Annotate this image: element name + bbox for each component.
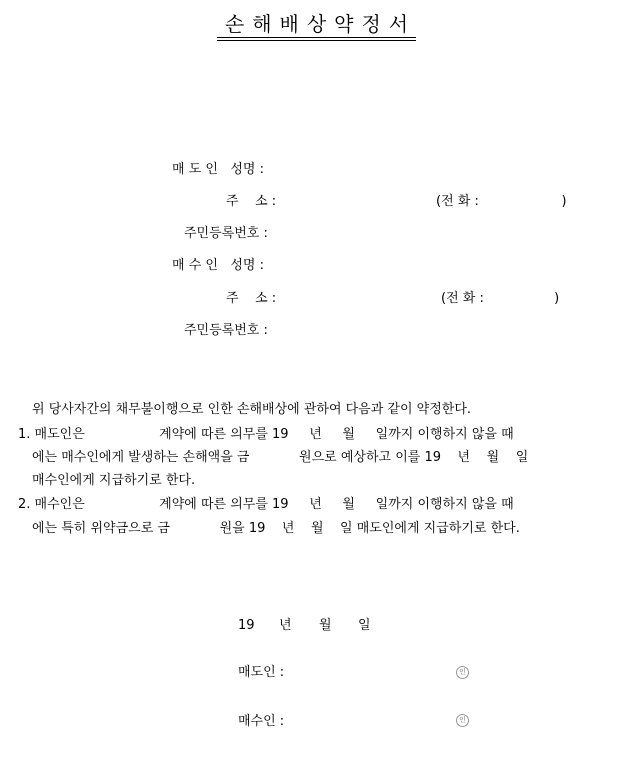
buyer-address-label: 주 소 : [226,291,277,306]
date-year: 19 [238,618,255,633]
seller-id-label: 주민등록번호 : [184,226,268,241]
document-title [0,14,633,41]
buyer-sign-label: 매수인 : [238,714,285,729]
date-year-unit: 년 [279,618,292,633]
clause-1-line-1: 1. 매도인은 계약에 따른 의무를 19 년 월 일까지 이행하지 않을 때 [18,427,514,442]
document-title-text: 손해배상약정서 [217,14,416,41]
date-month-unit: 월 [319,618,332,633]
seller-address-label: 주 소 : [226,194,277,209]
seller-seal-icon: 인 [456,666,469,679]
buyer-id-label: 주민등록번호 : [184,323,268,338]
buyer-seal-icon: 인 [456,714,469,727]
seller-phone: (전 화 : ) [436,194,567,209]
buyer-phone: (전 화 : ) [441,291,560,306]
clause-2-line-2: 에는 특히 위약금으로 금 원을 19 년 월 일 매도인에게 지급하기로 한다. [32,521,520,536]
date-day-unit: 일 [358,618,371,633]
intro-paragraph: 위 당사자간의 채무불이행으로 인한 손해배상에 관하여 다음과 같이 약정한다. [32,402,472,417]
seller-sign-label: 매도인 : [238,665,285,680]
seller-name-label: 매 도 인 성명 : [172,162,264,177]
clause-2-line-1: 2. 매수인은 계약에 따른 의무를 19 년 월 일까지 이행하지 않을 때 [18,497,514,512]
clause-1-line-2: 에는 매수인에게 발생하는 손해액을 금 원으로 예상하고 이를 19 년 월 일 [32,450,529,465]
buyer-name-label: 매 수 인 성명 : [172,258,264,273]
clause-1-line-3: 매수인에게 지급하기로 한다. [32,473,196,488]
